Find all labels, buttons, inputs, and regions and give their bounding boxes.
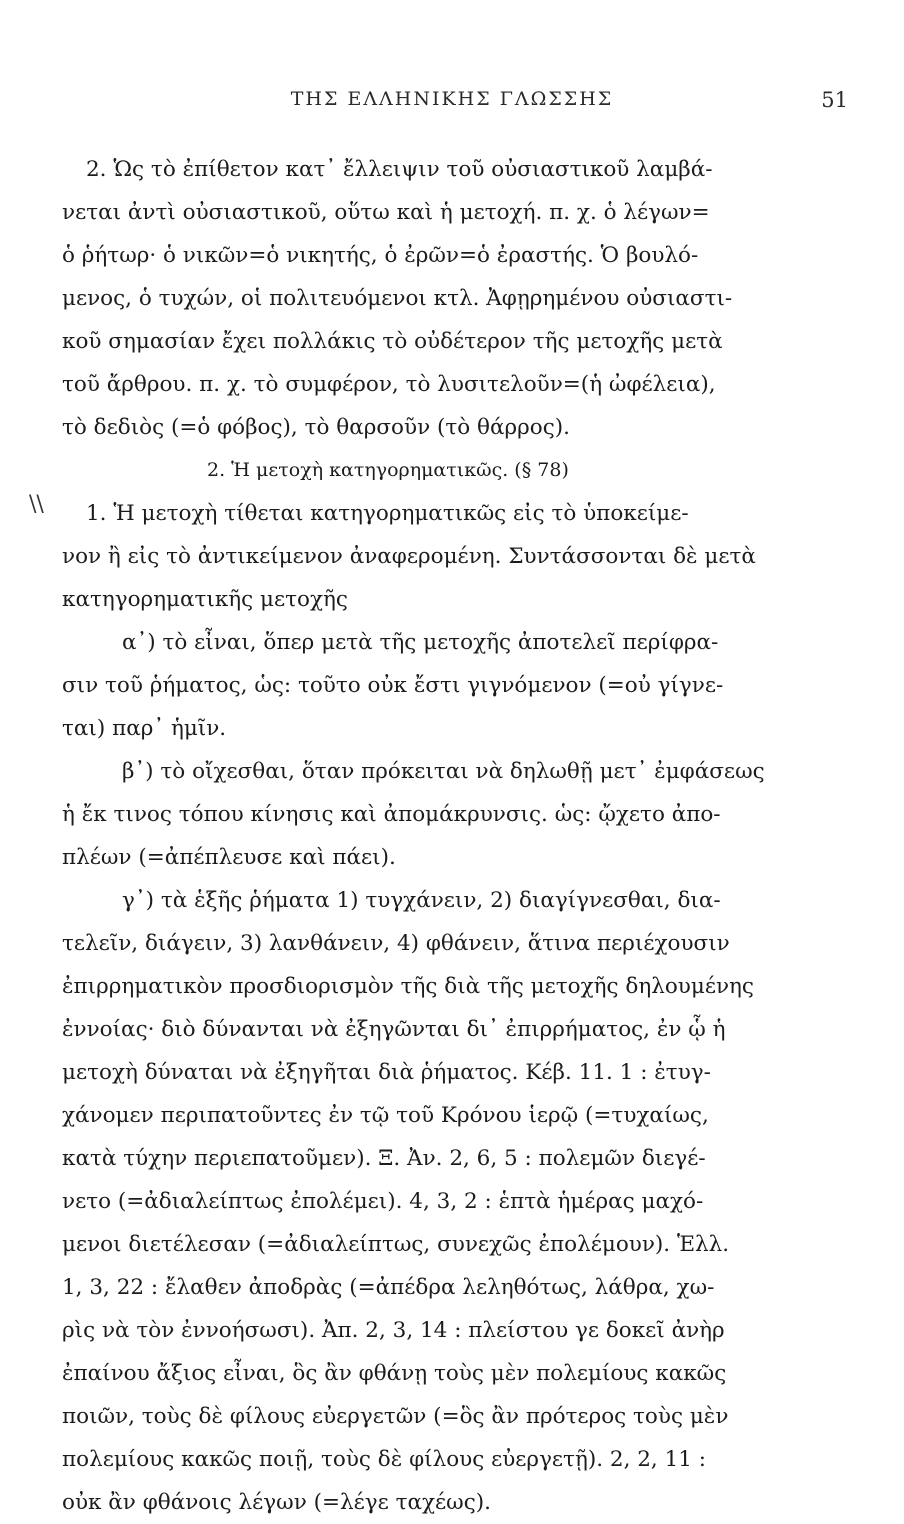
- text-line: χάνομεν περιπατοῦντες ἐν τῷ τοῦ Κρόνου ἱερῷ (=τυχαίως,: [62, 1103, 709, 1128]
- paragraph-predicative-participle: [29, 492, 842, 621]
- margin-mark: \\: [29, 492, 44, 517]
- list-item-a: [62, 621, 842, 750]
- text-line: τὸ δεδιὸς (=ὁ φόβος), τὸ θαρσοῦν (τὸ θάρρος).: [62, 415, 570, 440]
- text-line: ποιῶν, τοὺς δὲ φίλους εὐεργετῶν (=ὃς ἂν πρότερος τοὺς μὲν: [62, 1404, 729, 1429]
- text-line: μετοχὴ δύναται νὰ ἐξηγῆται διὰ ῥήματος. Κέβ. 11. 1 : ἐτυγ-: [62, 1060, 711, 1085]
- text-line: κοῦ σημασίαν ἔχει πολλάκις τὸ οὐδέτερον τῆς μετοχῆς μετὰ: [62, 329, 723, 354]
- text-line: α᾽) τὸ εἶναι, ὅπερ μετὰ τῆς μετοχῆς ἀποτελεῖ περίφρα-: [122, 630, 719, 655]
- text-line: πολεμίους κακῶς ποιῇ, τοὺς δὲ φίλους εὐεργετῇ). 2, 2, 11 :: [62, 1447, 707, 1472]
- text-line: ὁ ῥήτωρ· ὁ νικῶν=ὁ νικητής, ὁ ἐρῶν=ὁ ἐραστής. Ὁ βουλό-: [62, 243, 699, 268]
- text-line: β᾽) τὸ οἴχεσθαι, ὅταν πρόκειται νὰ δηλωθῇ μετ᾽ ἐμφάσεως: [122, 759, 765, 784]
- text-line: ρὶς νὰ τὸν ἐννοήσωσι). Ἀπ. 2, 3, 14 : πλείστου γε δοκεῖ ἀνὴρ: [62, 1318, 725, 1343]
- text-line: 2. Ὡς τὸ ἐπίθετον κατ᾽ ἔλλειψιν τοῦ οὐσιαστικοῦ λαμβά-: [86, 157, 713, 182]
- paragraph-substantive-participle: [62, 148, 842, 449]
- text-line: πλέων (=ἀπέπλευσε καὶ πάει).: [62, 845, 396, 870]
- text-line: σιν τοῦ ῥήματος, ὡς: τοῦτο οὐκ ἔστι γιγνόμενον (=οὐ γίγνε-: [62, 673, 724, 698]
- text-line: γ᾽) τὰ ἑξῆς ῥήματα 1) τυγχάνειν, 2) διαγίγνεσθαι, δια-: [122, 888, 721, 913]
- text-line: 1, 3, 22 : ἔλαθεν ἀποδρὰς (=ἀπέδρα λεληθότως, λάθρα, χω-: [62, 1275, 715, 1300]
- text-line: μενοι διετέλεσαν (=ἀδιαλείπτως, συνεχῶς ἐπολέμουν). Ἑλλ.: [62, 1232, 730, 1257]
- text-line: ἐπιρρηματικὸν προσδιορισμὸν τῆς διὰ τῆς μετοχῆς δηλουμένης: [62, 974, 754, 999]
- text-line: τοῦ ἄρθρου. π. χ. τὸ συμφέρον, τὸ λυσιτελοῦν=(ἡ ὠφέλεια),: [62, 372, 716, 397]
- text-line: ἐπαίνου ἄξιος εἶναι, ὃς ἂν φθάνῃ τοὺς μὲν πολεμίους κακῶς: [62, 1361, 727, 1386]
- text-line: νετο (=ἀδιαλείπτως ἐπολέμει). 4, 3, 2 : ἑπτὰ ἡμέρας μαχό-: [62, 1189, 704, 1214]
- list-item-c: [62, 879, 842, 1524]
- section-heading: 2. Ἡ μετοχὴ κατηγορηματικῶς. (§ 78): [207, 459, 569, 481]
- page-header: [0, 88, 904, 118]
- text-line: ἐννοίας· διὸ δύνανται νὰ ἐξηγῶνται δι᾽ ἐπιρρήματος, ἐν ᾧ ἡ: [62, 1017, 726, 1042]
- text-line: νον ἢ εἰς τὸ ἀντικείμενον ἀναφερομένη. Συντάσσονται δὲ μετὰ: [62, 544, 756, 569]
- text-line: οὐκ ἂν φθάνοις λέγων (=λέγε ταχέως).: [62, 1490, 491, 1515]
- running-title: ΤΗΣ ΕΛΛΗΝΙΚΗΣ ΓΛΩΣΣΗΣ: [290, 88, 614, 110]
- text-line: κατηγορηματικῆς μετοχῆς: [62, 587, 348, 612]
- page-body: [29, 148, 842, 1524]
- page-number: 51: [821, 88, 848, 112]
- list-item-b: [62, 750, 842, 879]
- text-line: μενος, ὁ τυχών, οἱ πολιτευόμενοι κτλ. Ἀφῃρημένου οὐσιαστι-: [62, 286, 733, 311]
- text-line: 1. Ἡ μετοχὴ τίθεται κατηγορηματικῶς εἰς τὸ ὑποκείμε-: [86, 501, 689, 526]
- text-line: ται) παρ᾽ ἡμῖν.: [62, 716, 227, 741]
- text-line: κατὰ τύχην περιεπατοῦμεν). Ξ. Ἀν. 2, 6, 5 : πολεμῶν διεγέ-: [62, 1146, 706, 1171]
- text-line: νεται ἀντὶ οὐσιαστικοῦ, οὕτω καὶ ἡ μετοχή. π. χ. ὁ λέγων=: [62, 200, 710, 225]
- text-line: τελεῖν, διάγειν, 3) λανθάνειν, 4) φθάνειν, ἅτινα περιέχουσιν: [62, 931, 730, 956]
- text-line: ἡ ἔκ τινος τόπου κίνησις καὶ ἀπομάκρυνσις. ὡς: ᾤχετο ἀπο-: [62, 802, 721, 827]
